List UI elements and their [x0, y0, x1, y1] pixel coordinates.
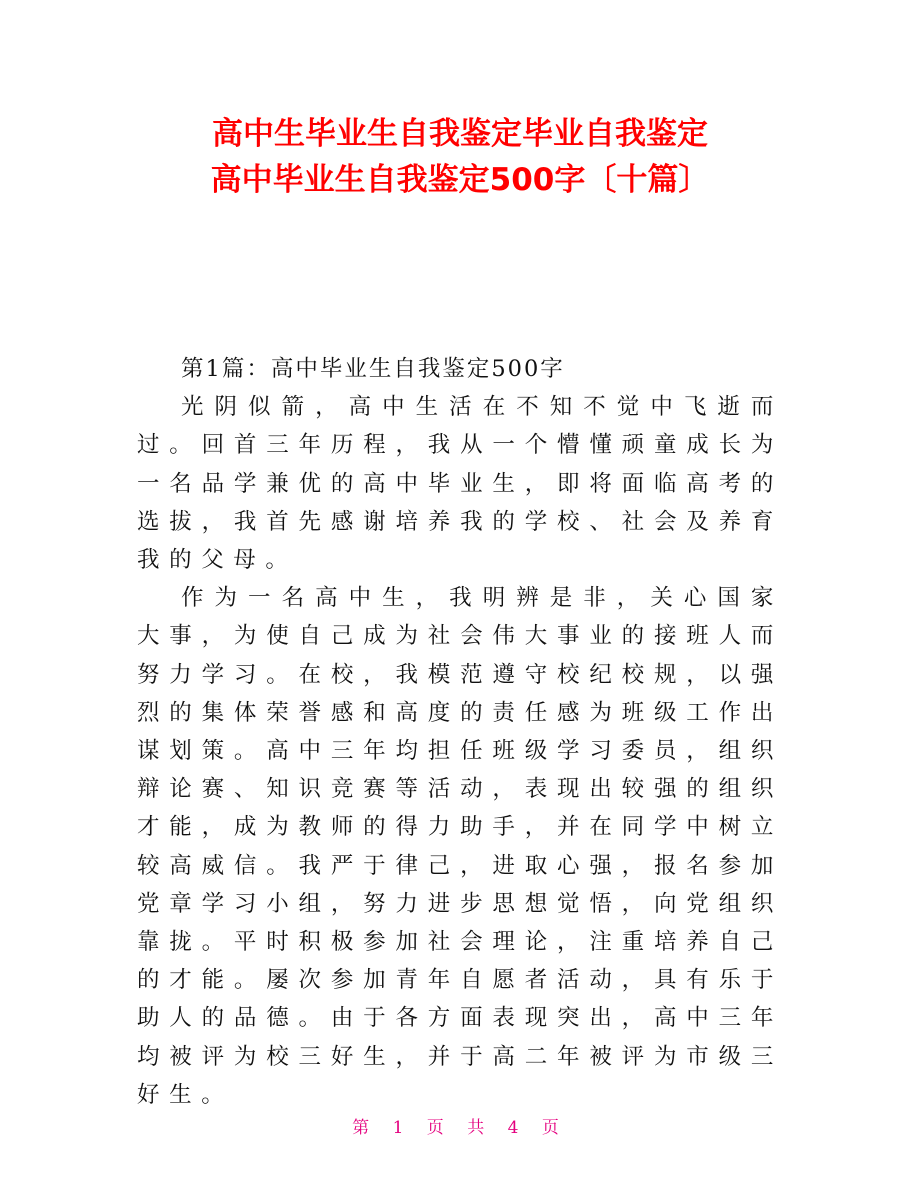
document-title-line-2: 高中毕业生自我鉴定500字〔十篇〕: [210, 162, 710, 198]
document-body: [137, 350, 783, 1114]
paragraph-2: 作为一名高中生，我明辨是非，关心国家大事，为使自己成为社会伟大事业的接班人而努力学习。在校，我模范遵守校纪校规，以强烈的集体荣誉感和高度的责任感为班级工作出谋划策。高中三年均担任班级学习委员，组织辩论赛、知识竞赛等活动，表现出较强的组织才能，成为教师的得力助手，并在同学中树立较高威信。我严于律己，进取心强，报名参加党章学习小组，努力进步思想觉悟，向党组织靠拢。平时积极参加社会理论，注重培养自己的才能。屡次参加青年自愿者活动，具有乐于助人的品德。由于各方面表现突出，高中三年均被评为校三好生，并于高二年被评为市级三好生。: [137, 585, 783, 1108]
page-number-footer: 第 1 页 共 4 页: [352, 1118, 568, 1138]
section-heading: 第1篇：高中毕业生自我鉴定500字: [181, 356, 565, 382]
paragraph-1: 光阴似箭，高中生活在不知不觉中飞逝而过。回首三年历程，我从一个懵懂顽童成长为一名品学兼优的高中毕业生，即将面临高考的选拔，我首先感谢培养我的学校、社会及养育我的父母。: [137, 394, 783, 574]
document-title-line-1: 高中生毕业生自我鉴定毕业自我鉴定: [212, 116, 708, 152]
